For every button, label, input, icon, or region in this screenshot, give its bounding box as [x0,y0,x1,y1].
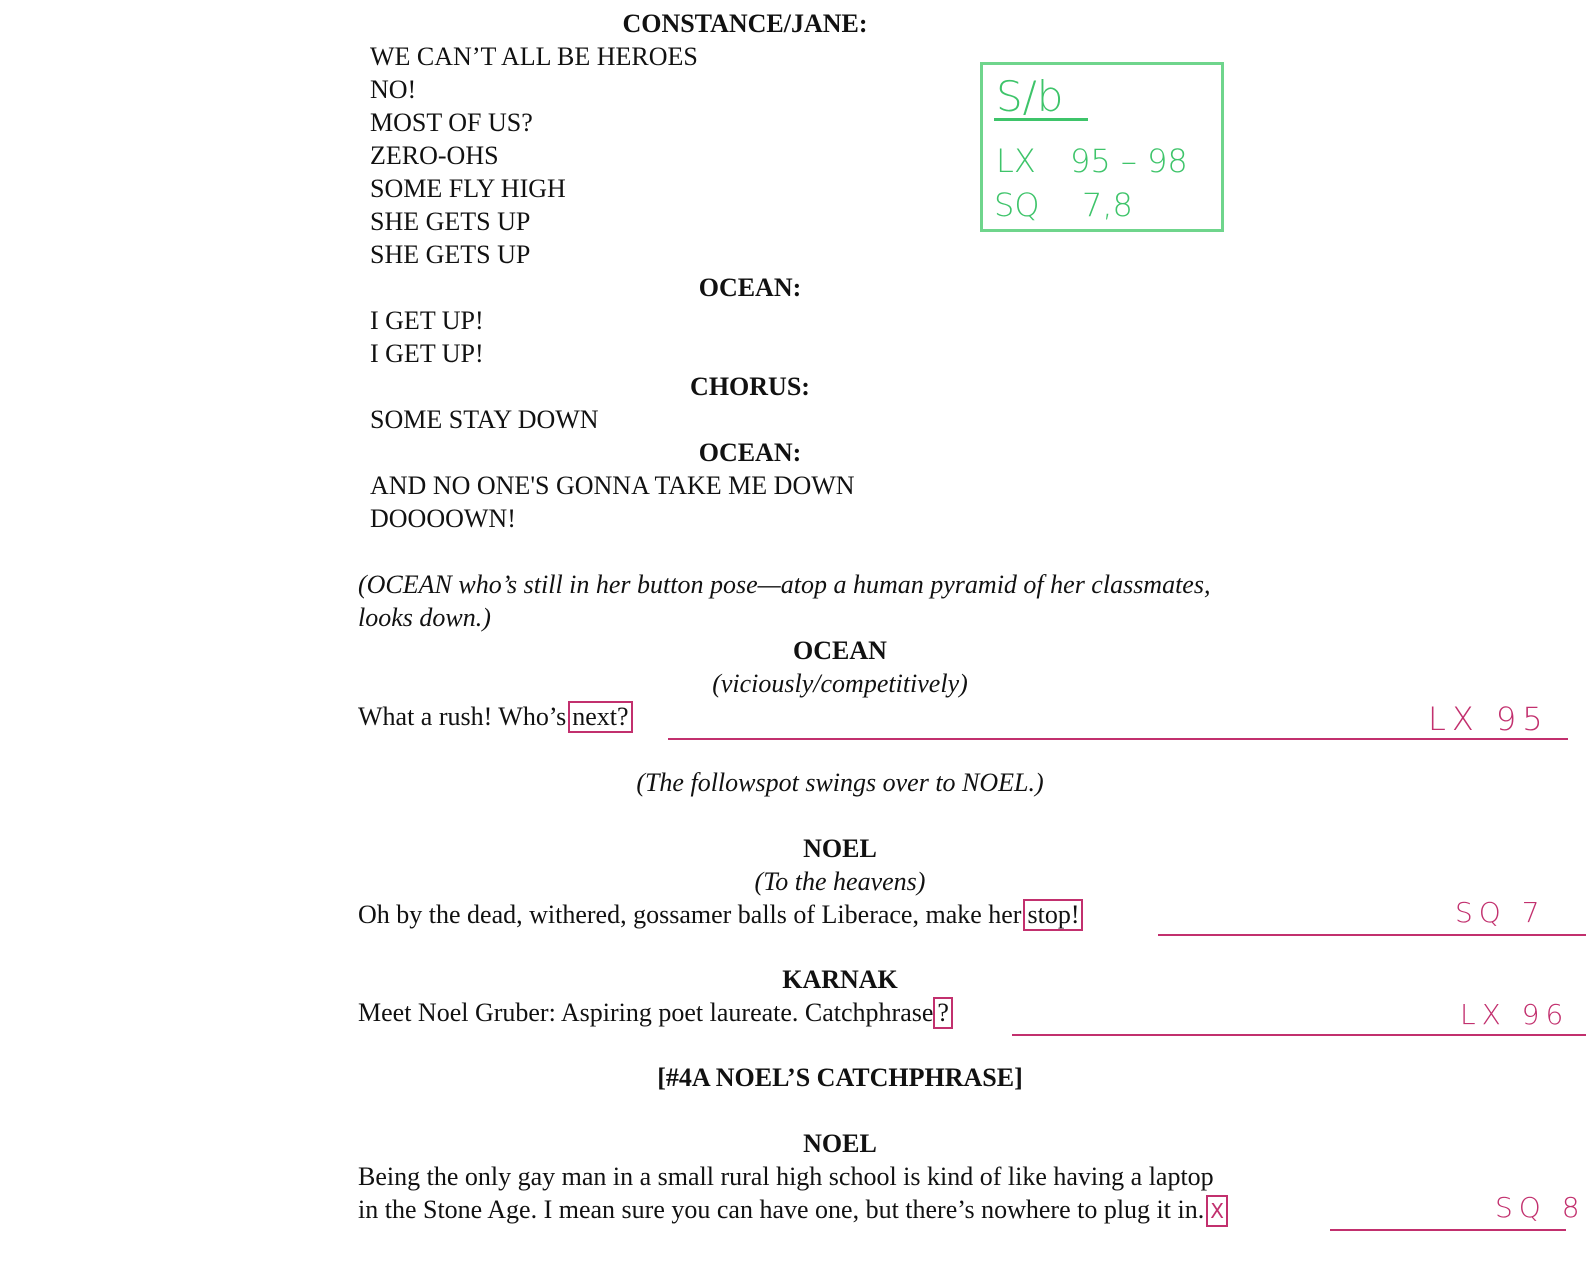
lyric-line: AND NO ONE'S GONNA TAKE ME DOWN [370,471,855,500]
dialogue-line [358,1193,1228,1227]
cue-label-lx-95: LX 95 [1428,700,1549,738]
parenthetical: (viciously/competitively) [712,669,968,698]
cue-point-highlight: stop! [1023,899,1083,931]
standby-sq-label: SQ [994,186,1040,224]
cue-label-sq-8: SQ 8 [1495,1191,1586,1224]
speaker-noel: NOEL [803,834,877,863]
lyric-line: SOME STAY DOWN [370,405,599,434]
parenthetical: (To the heavens) [754,867,926,896]
dialogue-line [358,996,953,1029]
speaker-ocean: OCEAN: [698,273,802,302]
cue-point-highlight: next? [568,701,632,733]
stage-direction: looks down.) [358,603,491,632]
dialogue-text: Oh by the dead, withered, gossamer balls of Liberace, make her [358,900,1022,929]
cue-point-highlight: X [1206,1195,1228,1227]
dialogue-line: Being the only gay man in a small rural high school is kind of like having a laptop [358,1162,1214,1191]
dialogue-line [358,700,633,733]
dialogue-text: in the Stone Age. I mean sure you can have one, but there’s nowhere to plug it in. [358,1195,1205,1224]
dialogue-text: What a rush! Who’s [358,702,567,731]
lyric-line: ZERO-OHS [370,141,499,170]
lyric-line: MOST OF US? [370,108,533,137]
dialogue-text: Meet Noel Gruber: Aspiring poet laureate. Catchphrase [358,998,934,1027]
lyric-line: WE CAN’T ALL BE HEROES [370,42,698,71]
cue-line-sq-7 [1158,934,1586,936]
cue-line-lx-96 [1012,1034,1586,1036]
standby-note-title: S/b [996,72,1064,121]
cue-line-lx-95 [668,738,1568,740]
cue-point-highlight: ? [933,997,953,1029]
speaker-karnak: KARNAK [782,965,898,994]
cue-label-sq-7: SQ 7 [1455,896,1546,929]
song-cue-heading: [#4A NOEL’S CATCHPHRASE] [657,1063,1023,1092]
stage-direction: (OCEAN who’s still in her button pose—atop a human pyramid of her classmates, [358,570,1211,599]
cue-line-sq-8 [1330,1229,1566,1231]
lyric-line: SHE GETS UP [370,240,531,269]
speaker-constance-jane: CONSTANCE/JANE: [622,9,868,38]
lyric-line: I GET UP! [370,339,484,368]
lyric-line: I GET UP! [370,306,484,335]
lyric-line: SOME FLY HIGH [370,174,566,203]
stage-direction: (The followspot swings over to NOEL.) [636,768,1044,797]
standby-note-underline [994,118,1088,121]
lyric-line: SHE GETS UP [370,207,531,236]
speaker-chorus: CHORUS: [690,372,810,401]
standby-lx-range: 95 – 98 [1070,142,1188,180]
dialogue-line [358,898,1083,931]
cue-label-lx-96: LX 96 [1460,998,1570,1031]
lyric-line: DOOOOWN! [370,504,516,533]
standby-lx-label: LX [996,142,1036,180]
speaker-ocean: OCEAN [793,636,887,665]
speaker-ocean: OCEAN: [698,438,802,467]
lyric-line: NO! [370,75,417,104]
speaker-noel: NOEL [803,1129,877,1158]
standby-sq-range: 7,8 [1082,186,1133,224]
